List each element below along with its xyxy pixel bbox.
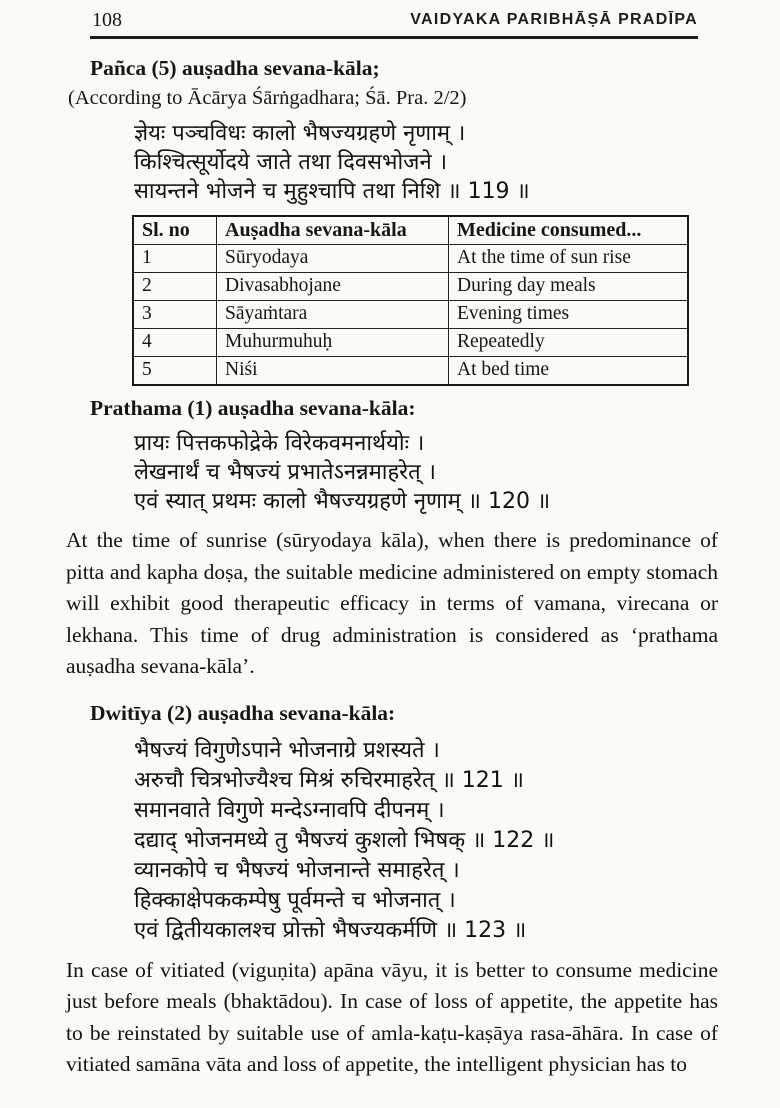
header-rule xyxy=(90,36,698,39)
cell-sl-no: 4 xyxy=(133,329,217,357)
dwitiya-translation-paragraph: In case of vitiated (viguṇita) apāna vāyu, it is better to consume medicine just before meals (bhaktādou). In case of loss of appetite, the appetite has to be reinstated by suitable use of amla-kaṭu-kaṣāya rasa-āhāra. In case of vitiated samāna vāta and loss of appetite, the intelligent physician has to xyxy=(66,957,718,1076)
sanskrit-verse-119 xyxy=(134,119,718,206)
cell-medicine: During day meals xyxy=(449,273,689,301)
table-row xyxy=(133,301,688,329)
cell-medicine: Repeatedly xyxy=(449,329,689,357)
verse-line: एवं द्वितीयकालश्च प्रोक्तो भैषज्यकर्मणि ॥ 123 ॥ xyxy=(134,917,527,943)
prathama-translation-paragraph: At the time of sunrise (sūryodaya kāla), when there is predominance of pitta and kapha doṣa, the suitable medicine administered on empty stomach will exhibit good therapeutic efficacy in terms of vamana, virecana or lekhana. This time of drug administration is considered as ‘prathama auṣadha sevana-kāla’. xyxy=(66,528,718,678)
panca-source-reference: (According to Ācārya Śārṅgadhara; Śā. Pra. 2/2) xyxy=(68,87,467,109)
cell-kala: Niśi xyxy=(217,357,449,386)
verse-line: व्यानकोपे च भैषज्यं भोजनान्ते समाहरेत् । xyxy=(134,857,460,883)
cell-sl-no: 1 xyxy=(133,245,217,273)
panca-section-heading: Pañca (5) auṣadha sevana-kāla; xyxy=(90,56,380,80)
cell-medicine: At bed time xyxy=(449,357,689,386)
page-header xyxy=(66,6,718,33)
cell-medicine: At the time of sun rise xyxy=(449,245,689,273)
cell-kala: Muhurmuhuḥ xyxy=(217,329,449,357)
verse-line: दद्याद् भोजनमध्ये तु भैषज्यं कुशलो भिषक् ॥ 122 ॥ xyxy=(134,827,555,853)
table-row xyxy=(133,329,688,357)
cell-kala: Sūryodaya xyxy=(217,245,449,273)
verse-line: अरुचौ चित्रभोज्यैश्च मिश्रं रुचिरमाहरेत् ॥ 121 ॥ xyxy=(134,767,524,793)
sanskrit-verse-120 xyxy=(134,429,718,516)
table-row xyxy=(133,357,688,386)
table-row xyxy=(133,245,688,273)
cell-sl-no: 5 xyxy=(133,357,217,386)
cell-sl-no: 2 xyxy=(133,273,217,301)
page-number: 108 xyxy=(92,9,122,31)
table-header-row xyxy=(133,216,688,245)
verse-line: हिक्काक्षेपककम्पेषु पूर्वमन्ते च भोजनात् । xyxy=(134,887,456,913)
sanskrit-verses-121-123 xyxy=(134,736,718,946)
table-row xyxy=(133,273,688,301)
verse-line: लेखनार्थं च भैषज्यं प्रभातेऽनन्नमाहरेत् । xyxy=(134,460,437,485)
column-header-sl-no: Sl. no xyxy=(133,216,217,245)
verse-line: भैषज्यं विगुणेऽपाने भोजनाग्रे प्रशस्यते । xyxy=(134,737,440,763)
column-header-medicine: Medicine consumed... xyxy=(449,216,689,245)
cell-medicine: Evening times xyxy=(449,301,689,329)
column-header-kala: Auṣadha sevana-kāla xyxy=(217,216,449,245)
book-title: VAIDYAKA PARIBHĀṢĀ PRADĪPA xyxy=(410,11,698,28)
cell-kala: Sāyaṁtara xyxy=(217,301,449,329)
verse-line: सायन्तने भोजने च मुहुश्चापि तथा निशि ॥ 119 ॥ xyxy=(134,179,530,204)
verse-line: प्रायः पित्तकफोद्रेके विरेकवमनार्थयोः । xyxy=(134,431,425,456)
prathama-section-heading: Prathama (1) auṣadha sevana-kāla: xyxy=(90,396,416,420)
verse-line: समानवाते विगुणे मन्देऽग्नावपि दीपनम् । xyxy=(134,797,445,823)
cell-sl-no: 3 xyxy=(133,301,217,329)
verse-line: किश्चित्सूर्योदये जाते तथा दिवसभोजने । xyxy=(134,150,448,175)
verse-line: ज्ञेयः पञ्चविधः कालो भैषज्यग्रहणे नृणाम् । xyxy=(134,121,466,146)
cell-kala: Divasabhojane xyxy=(217,273,449,301)
verse-line: एवं स्यात् प्रथमः कालो भैषज्यग्रहणे नृणाम् ॥ 120 ॥ xyxy=(134,489,551,514)
sevana-kala-table xyxy=(132,215,689,386)
dwitiya-section-heading: Dwitīya (2) auṣadha sevana-kāla: xyxy=(90,700,396,725)
